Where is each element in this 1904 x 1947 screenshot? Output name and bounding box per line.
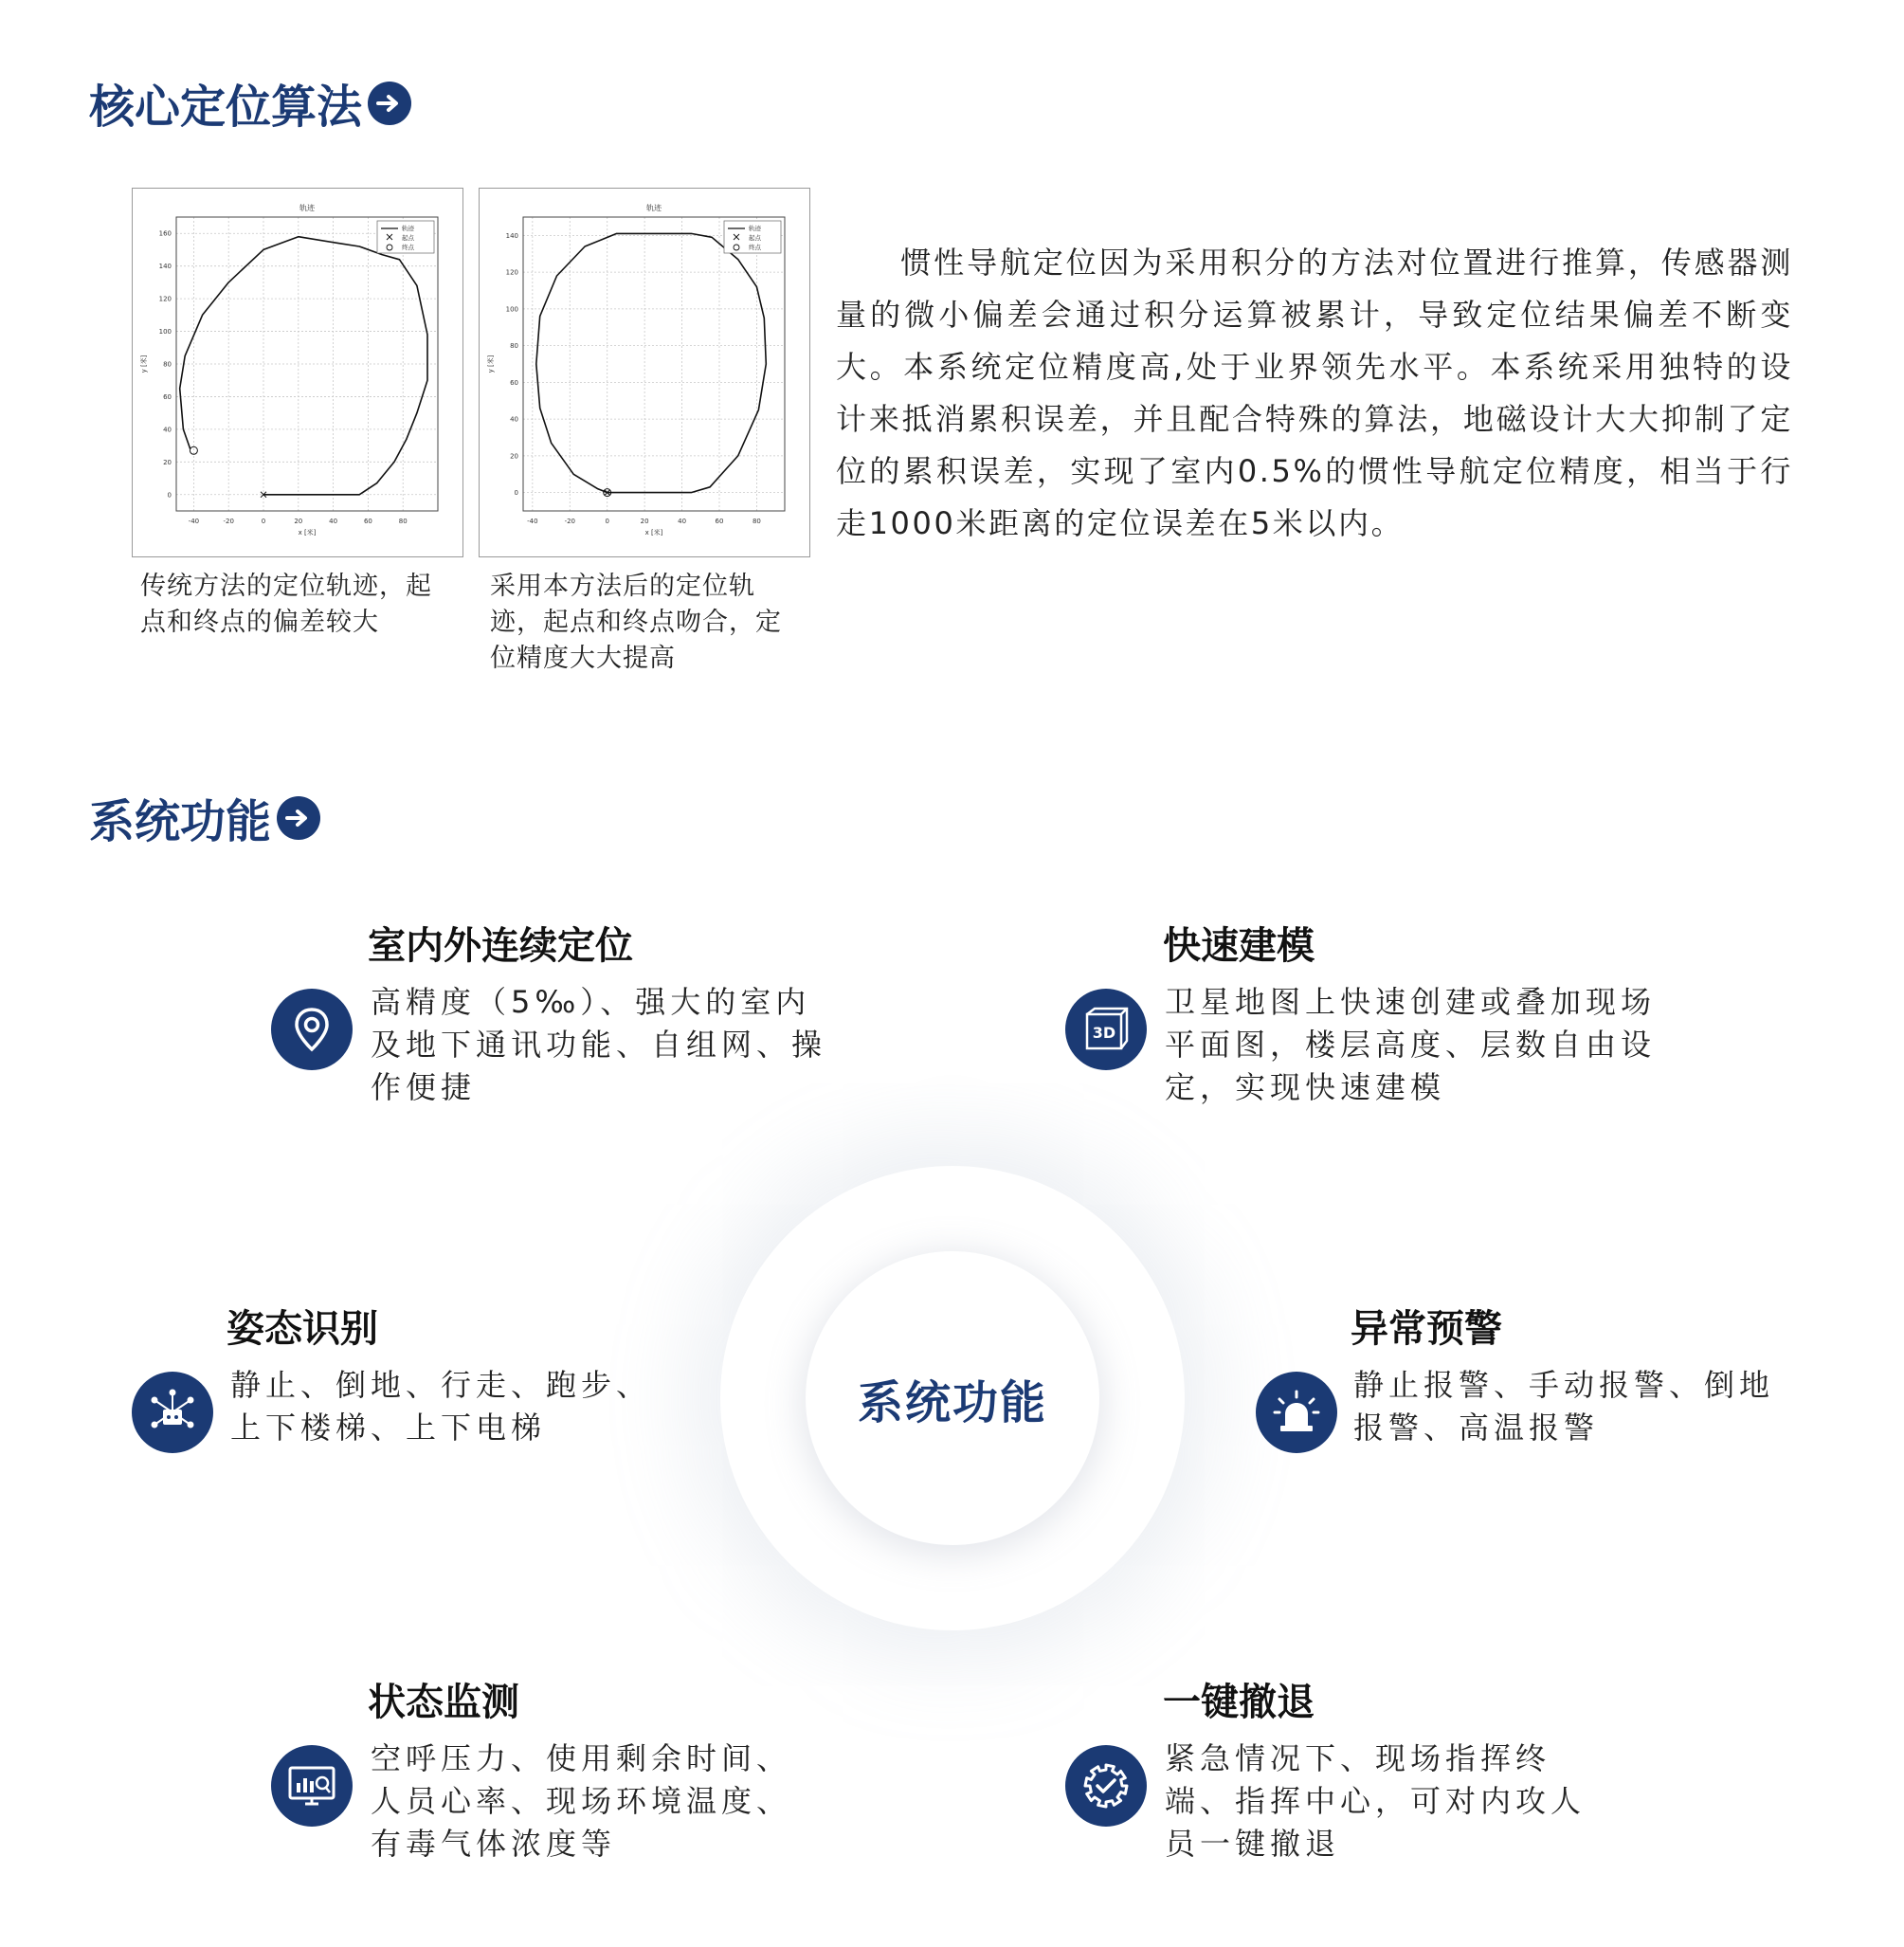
y-axis-label: y [米] xyxy=(487,355,495,373)
y-tick-label: 60 xyxy=(510,378,518,387)
chart-svg-left xyxy=(133,189,462,556)
y-tick-label: 40 xyxy=(163,426,172,434)
x-axis-label: x [米] xyxy=(644,529,663,537)
feature-desc-line: 卫星地图上快速创建或叠加现场 xyxy=(1165,984,1657,1020)
feature-title-alarm: 异常预警 xyxy=(1351,1307,1502,1351)
feature-desc-line: 报警、高温报警 xyxy=(1353,1410,1600,1446)
trajectory-line xyxy=(536,233,767,492)
caption-line: 传统方法的定位轨迹，起 xyxy=(140,572,432,601)
x-tick-label: -20 xyxy=(564,518,576,525)
feature-title-posture: 姿态识别 xyxy=(227,1307,378,1351)
trajectory-chart-traditional xyxy=(132,188,463,557)
caption-line: 点和终点的偏差较大 xyxy=(140,608,379,637)
feature-desc-line: 及地下通讯功能、自组网、操 xyxy=(371,1027,827,1063)
x-tick-label: -40 xyxy=(188,518,200,525)
monitor-chart-icon xyxy=(271,1745,353,1827)
y-tick-label: 0 xyxy=(167,491,172,500)
feature-desc-line: 人员心率、现场环境温度、 xyxy=(371,1783,792,1819)
y-tick-label: 0 xyxy=(514,489,518,498)
feature-desc-line: 员一键撤退 xyxy=(1165,1826,1341,1862)
legend-entry: 轨迹 xyxy=(402,225,414,232)
feature-desc-line: 有毒气体浓度等 xyxy=(371,1826,617,1862)
y-tick-label: 100 xyxy=(158,328,172,337)
feature-title-indoor: 室内外连续定位 xyxy=(368,924,633,968)
feature-desc-line: 定，实现快速建模 xyxy=(1165,1069,1446,1105)
section-title-text: 系统功能 xyxy=(89,795,272,848)
feature-desc-line: 紧急情况下、现场指挥终 xyxy=(1165,1740,1551,1776)
feature-desc-posture xyxy=(230,1364,651,1449)
chart-title: 轨迹 xyxy=(646,204,662,212)
feature-desc-evac xyxy=(1165,1738,1586,1865)
network-person-icon xyxy=(132,1372,213,1453)
x-tick-label: 20 xyxy=(294,518,303,525)
arrow-right-icon xyxy=(368,82,411,125)
legend-entry: 轨迹 xyxy=(749,225,761,232)
feature-desc-indoor xyxy=(371,981,826,1109)
chart-title: 轨迹 xyxy=(299,204,315,212)
siren-icon xyxy=(1256,1372,1337,1453)
feature-desc-line: 空呼压力、使用剩余时间、 xyxy=(371,1740,792,1776)
feature-desc-line: 端、指挥中心，可对内攻人 xyxy=(1165,1783,1587,1819)
section-title-text: 核心定位算法 xyxy=(89,81,363,134)
intro-paragraph xyxy=(836,237,1793,550)
chart-svg-right xyxy=(480,189,809,556)
y-tick-label: 40 xyxy=(510,415,518,424)
x-tick-label: 80 xyxy=(752,518,761,525)
intro-text: 惯性导航定位因为采用积分的方法对位置进行推算，传感器测量的微小偏差会通过积分运算被累计，导致定位结果偏差不断变大。本系统定位精度高,处于业界领先水平。本系统采用独特的设计来抵消累积误差，并且配合特殊的算法，地磁设计大大抑制了定位的累积误差，实现了室内0.5%的惯性导航定位精度，相当于行走1000米距离的定位误差在5米以内。 xyxy=(836,245,1793,541)
y-tick-label: 20 xyxy=(510,452,518,461)
x-tick-label: 0 xyxy=(605,518,609,525)
y-tick-label: 20 xyxy=(163,458,172,466)
feature-desc-line: 上下楼梯、上下电梯 xyxy=(230,1410,547,1446)
y-tick-label: 140 xyxy=(158,263,172,271)
legend-entry: 终点 xyxy=(749,244,761,251)
feature-desc-alarm xyxy=(1353,1364,1774,1449)
arrow-right-icon xyxy=(277,796,320,840)
x-tick-label: 80 xyxy=(398,518,408,525)
svg-text:3D: 3D xyxy=(1092,1024,1116,1042)
feature-desc-line: 平面图，楼层高度、层数自由设 xyxy=(1165,1027,1657,1063)
y-axis-label: y [米] xyxy=(140,355,148,373)
legend-entry: 起点 xyxy=(749,234,761,242)
y-tick-label: 160 xyxy=(158,229,172,238)
feature-desc-line: 静止、倒地、行走、跑步、 xyxy=(230,1367,652,1403)
x-tick-label: -20 xyxy=(223,518,234,525)
y-tick-label: 100 xyxy=(505,305,518,314)
x-tick-label: -40 xyxy=(527,518,538,525)
trajectory-line xyxy=(180,237,427,495)
x-tick-label: 40 xyxy=(678,518,687,525)
plot-frame xyxy=(523,217,785,511)
trajectory-chart-improved xyxy=(479,188,810,557)
y-tick-label: 120 xyxy=(158,295,172,303)
feature-desc-monitor xyxy=(371,1738,791,1865)
y-tick-label: 80 xyxy=(163,360,172,369)
caption-line: 迹，起点和终点吻合，定 xyxy=(490,608,782,637)
location-pin-icon xyxy=(271,989,353,1070)
x-tick-label: 0 xyxy=(261,518,266,525)
x-tick-label: 60 xyxy=(363,518,372,525)
caption-traditional xyxy=(140,569,462,641)
y-tick-label: 60 xyxy=(163,392,172,401)
legend-entry: 终点 xyxy=(402,244,414,251)
feature-title-evac: 一键撤退 xyxy=(1163,1681,1315,1724)
center-label: 系统功能 xyxy=(857,1375,1047,1429)
legend-entry: 起点 xyxy=(402,234,414,242)
y-tick-label: 140 xyxy=(505,231,518,240)
feature-desc-modeling xyxy=(1165,981,1656,1109)
y-tick-label: 80 xyxy=(510,342,518,351)
section-title-functions xyxy=(89,785,320,850)
center-ring-inner xyxy=(806,1251,1099,1545)
x-tick-label: 40 xyxy=(329,518,338,525)
caption-line: 采用本方法后的定位轨 xyxy=(490,572,755,601)
section-title-algorithm xyxy=(89,70,411,136)
feature-desc-line: 静止报警、手动报警、倒地 xyxy=(1353,1367,1775,1403)
x-axis-label: x [米] xyxy=(298,529,317,537)
caption-line: 位精度大大提高 xyxy=(490,644,676,673)
y-tick-label: 120 xyxy=(505,268,518,277)
caption-improved xyxy=(490,569,812,677)
feature-title-monitor: 状态监测 xyxy=(368,1681,519,1724)
feature-desc-line: 作便捷 xyxy=(371,1069,477,1105)
cube-3d-icon xyxy=(1065,989,1147,1070)
x-tick-label: 60 xyxy=(715,518,724,525)
feature-title-modeling: 快速建模 xyxy=(1163,924,1315,968)
gear-check-icon xyxy=(1065,1745,1147,1827)
x-tick-label: 20 xyxy=(640,518,649,525)
feature-desc-line: 高精度（5‰）、强大的室内 xyxy=(371,984,811,1020)
